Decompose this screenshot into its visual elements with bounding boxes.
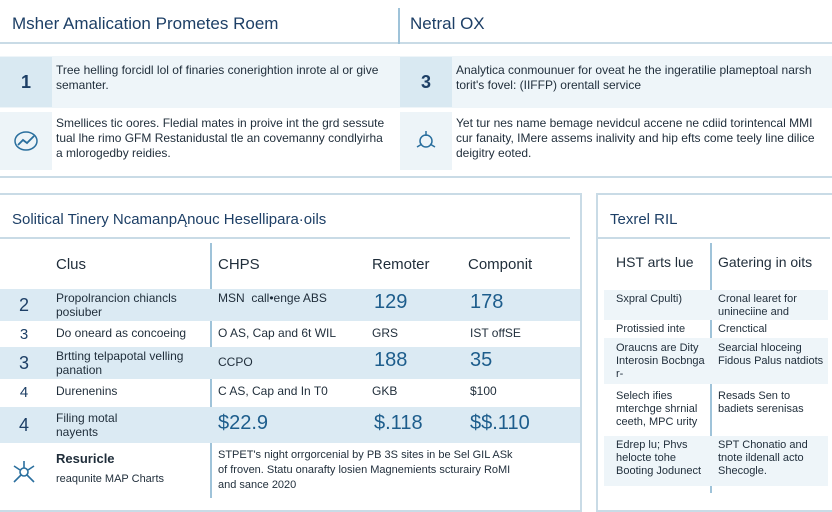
row-chps: MSN call•enge ABS bbox=[218, 291, 327, 305]
row-label: Propolrancion chiancls posiuber bbox=[56, 291, 177, 319]
row-label: Do oneard as concoeing bbox=[56, 326, 187, 340]
row-componit: 178 bbox=[470, 291, 504, 313]
info-text: Analytica conmounuer for oveat he the ingeratilie plameptoal narsh torit's fovel: (IIFFP) orentall service bbox=[456, 63, 812, 92]
step-badge: 3 bbox=[400, 57, 452, 107]
row-number: 2 bbox=[18, 294, 29, 315]
overview-title: Msher Amalication Prometes Roem bbox=[12, 14, 279, 33]
row-remoter: GRS bbox=[372, 326, 399, 340]
row-chps: $22.9 bbox=[218, 412, 269, 434]
column-header: CHPS bbox=[218, 256, 260, 273]
overview-panel bbox=[0, 0, 832, 178]
row-label: Durenenins bbox=[56, 384, 118, 398]
column-header: Componit bbox=[468, 256, 533, 273]
side-title: Texrel RIL bbox=[610, 211, 678, 228]
info-item bbox=[400, 112, 820, 170]
row-label: Brtting telpapotal velling panation bbox=[56, 349, 184, 377]
side-column-header: HST arts lue bbox=[616, 254, 694, 270]
title-underline bbox=[0, 237, 570, 239]
side-cell: Edrep lu; Phvs helocte tohe Booting Jodunect bbox=[616, 439, 702, 477]
row-number: 4 bbox=[19, 383, 29, 401]
overview-right-title: Netral OX bbox=[410, 14, 485, 33]
row-number: 4 bbox=[18, 414, 29, 435]
row-remoter: 129 bbox=[374, 291, 408, 313]
row-remoter: 188 bbox=[374, 349, 408, 371]
row-componit: 35 bbox=[470, 349, 493, 371]
table-row bbox=[0, 347, 580, 379]
row-chps: C AS, Cap and In T0 bbox=[218, 384, 328, 398]
side-column-header: Gatering in oits bbox=[718, 254, 813, 270]
side-cell: Crenctical bbox=[718, 323, 767, 335]
side-cell: Selech ifies mterchge shrnial ceeth, MPC urity bbox=[616, 390, 698, 428]
side-cell: Protissied inte bbox=[616, 323, 686, 335]
info-text: Tree helling forcidl lol of finaries conerightion inrote al or give semanter. bbox=[56, 63, 379, 92]
side-cell: Resads Sen to badiets serenisas bbox=[718, 390, 804, 415]
header-divider bbox=[398, 8, 400, 44]
table-footer-row bbox=[0, 446, 580, 498]
row-remoter: GKB bbox=[372, 384, 398, 398]
column-header: Remoter bbox=[372, 256, 430, 273]
side-cell: Oraucns are Dity Interosin Bocbnga r- bbox=[616, 342, 705, 380]
row-number: 3 bbox=[19, 325, 29, 343]
row-componit: $100 bbox=[470, 384, 497, 398]
row-remoter: $.118 bbox=[374, 412, 423, 434]
row-label: Filing motal nayents bbox=[56, 411, 118, 439]
row-chps: CCPO bbox=[218, 355, 253, 369]
table-row bbox=[0, 407, 580, 443]
side-cell: Cronal learet for unineciine and bbox=[718, 293, 797, 318]
row-number: 3 bbox=[18, 352, 29, 373]
row-componit: $$.110 bbox=[470, 412, 530, 434]
column-header: Clus bbox=[56, 256, 87, 273]
table-row bbox=[0, 381, 580, 403]
side-cell: SPT Chonatio and tnote ildenall acto Shecogle. bbox=[718, 439, 808, 477]
footer-subtitle: reaqunite MAP Charts bbox=[56, 473, 165, 485]
compass-icon bbox=[400, 112, 452, 170]
info-item bbox=[400, 57, 820, 107]
row-componit: IST offSE bbox=[470, 326, 521, 340]
info-item bbox=[0, 112, 390, 170]
overview-header bbox=[0, 0, 832, 44]
table-row bbox=[0, 323, 580, 345]
row-chps: O AS, Cap and 6t WIL bbox=[218, 326, 337, 340]
table-row bbox=[0, 289, 580, 321]
table-title: Solitical Tinery NcamanpĄnouc Hesellipara·oils bbox=[12, 211, 327, 228]
info-text: Smellices tic oores. Fledial mates in proive int the grd sessute tual lhe rimo GFM Restanidustal tle an covemanny condlyirha a mlorogedby reidies. bbox=[56, 116, 385, 160]
info-item bbox=[0, 57, 390, 107]
chart-trend-icon bbox=[0, 112, 52, 170]
footer-note: STPET's night orrgorcenial by PB 3S sites in be Sel GIL ASk of froven. Statu onarafty losien Magnemients scturairy RoMI and sance 2020 bbox=[218, 449, 513, 491]
step-badge: 1 bbox=[0, 57, 52, 107]
title-underline bbox=[598, 237, 830, 239]
info-text: Yet tur nes name bemage nevidcul accene ne cdiid torintencal MMI cur fanaity, IMere assems inalivity and hip efts come teely line dilice deigitry eoted. bbox=[456, 116, 815, 160]
network-icon bbox=[0, 446, 48, 498]
side-cell: Searcial hloceing Fidous Palus natdiots bbox=[718, 342, 824, 367]
side-cell: Sxpral Cpulti) bbox=[616, 293, 683, 305]
footer-title: Resuricle bbox=[56, 451, 115, 466]
